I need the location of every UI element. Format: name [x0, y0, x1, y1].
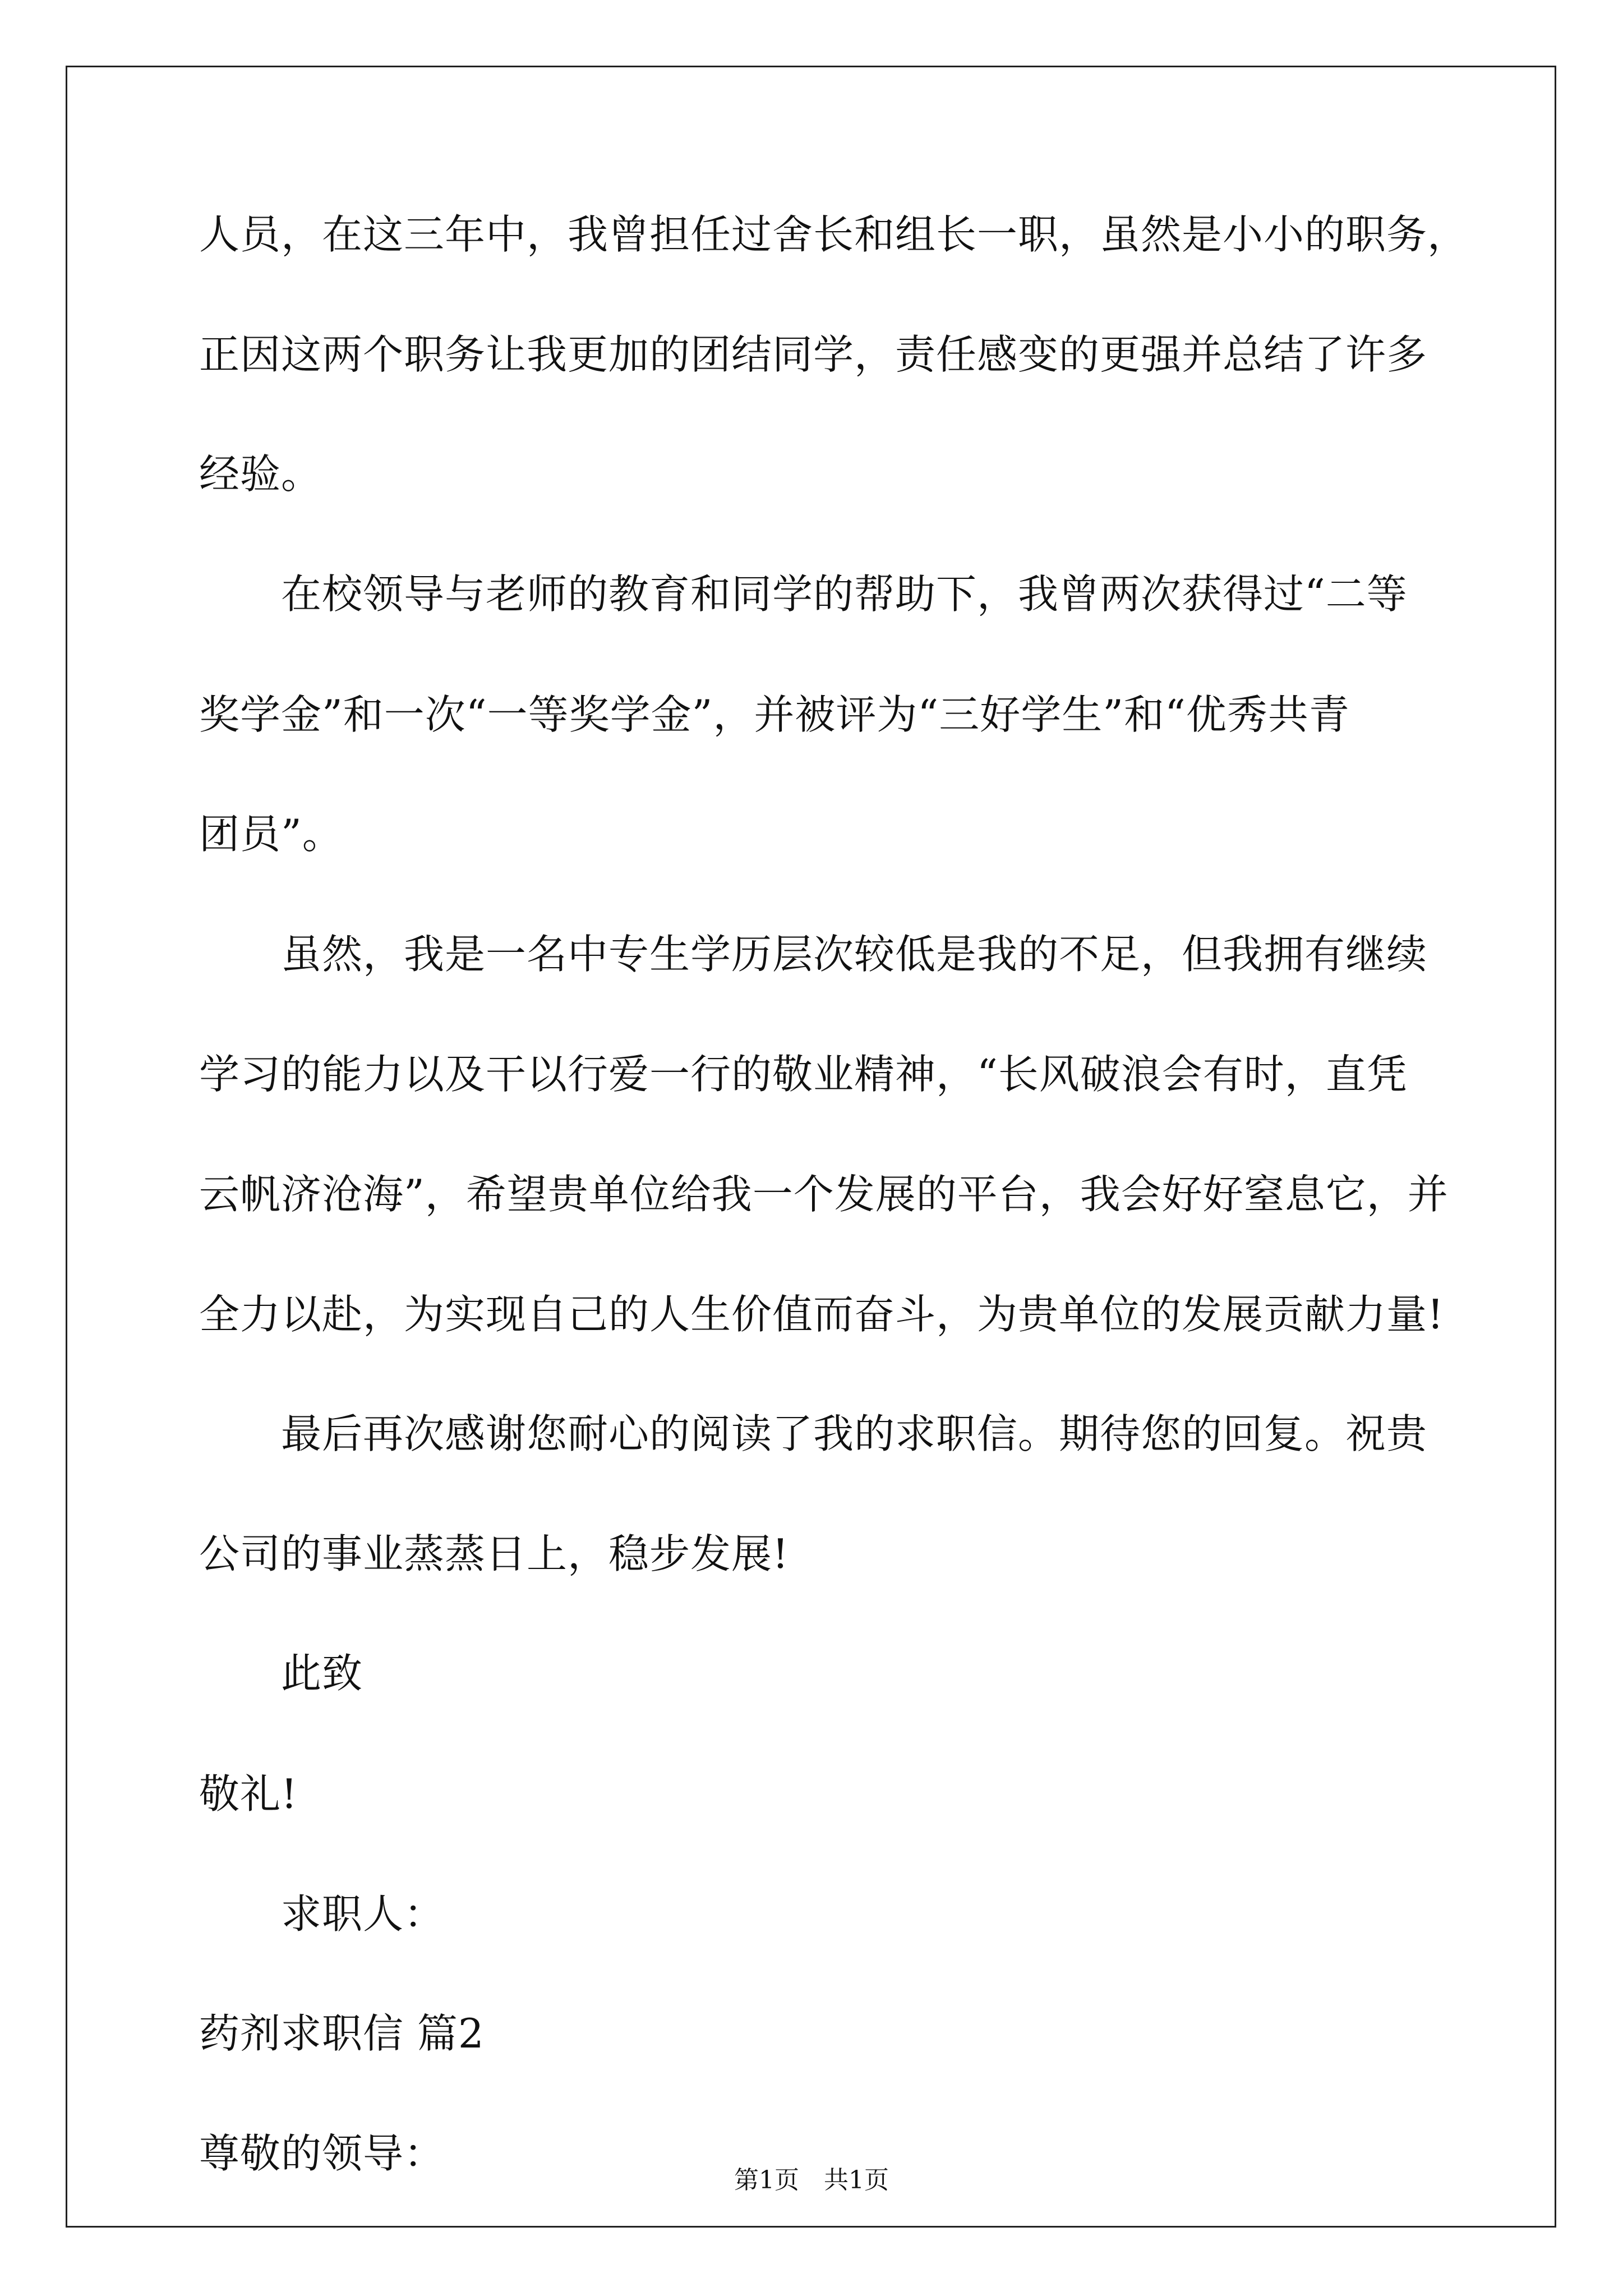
body-line-6: 团员”。 [199, 811, 343, 858]
body-line-11: 最后再次感谢您耐心的阅读了我的求职信。期待您的回复。祝贵 [281, 1410, 1428, 1457]
salutation-line: 尊敬的领导： [199, 2130, 445, 2177]
body-line-1: 人员，在这三年中，我曾担任过舍长和组长一职，虽然是小小的职务， [199, 211, 1469, 258]
closing-line-1: 此致 [281, 1650, 363, 1697]
body-line-2: 正因这两个职务让我更加的团结同学，责任感变的更强并总结了许多 [199, 331, 1428, 378]
body-line-10: 全力以赴，为实现自己的人生价值而奋斗，为贵单位的发展贡献力量! [199, 1291, 1444, 1338]
body-line-3: 经验。 [199, 450, 322, 498]
page-footer: 第1页 共1页 [734, 2166, 889, 2194]
closing-line-2: 敬礼! [199, 1770, 298, 1818]
body-line-7: 虽然，我是一名中专生学历层次较低是我的不足，但我拥有继续 [281, 931, 1428, 978]
body-line-5: 奖学金”和一次“一等奖学金”，并被评为“三好学生”和“优秀共青 [199, 691, 1350, 738]
body-line-8: 学习的能力以及干以行爱一行的敬业精神，“长风破浪会有时，直凭 [199, 1051, 1408, 1098]
body-line-4: 在校领导与老师的教育和同学的帮助下，我曾两次获得过“二等 [281, 570, 1408, 618]
signature-line: 求职人： [281, 1890, 445, 1938]
body-line-9: 云帆济沧海”，希望贵单位给我一个发展的平台，我会好好窒息它，并 [199, 1171, 1449, 1218]
section-heading: 药剂求职信 篇2 [199, 2010, 485, 2057]
body-line-12: 公司的事业蒸蒸日上，稳步发展! [199, 1530, 789, 1577]
